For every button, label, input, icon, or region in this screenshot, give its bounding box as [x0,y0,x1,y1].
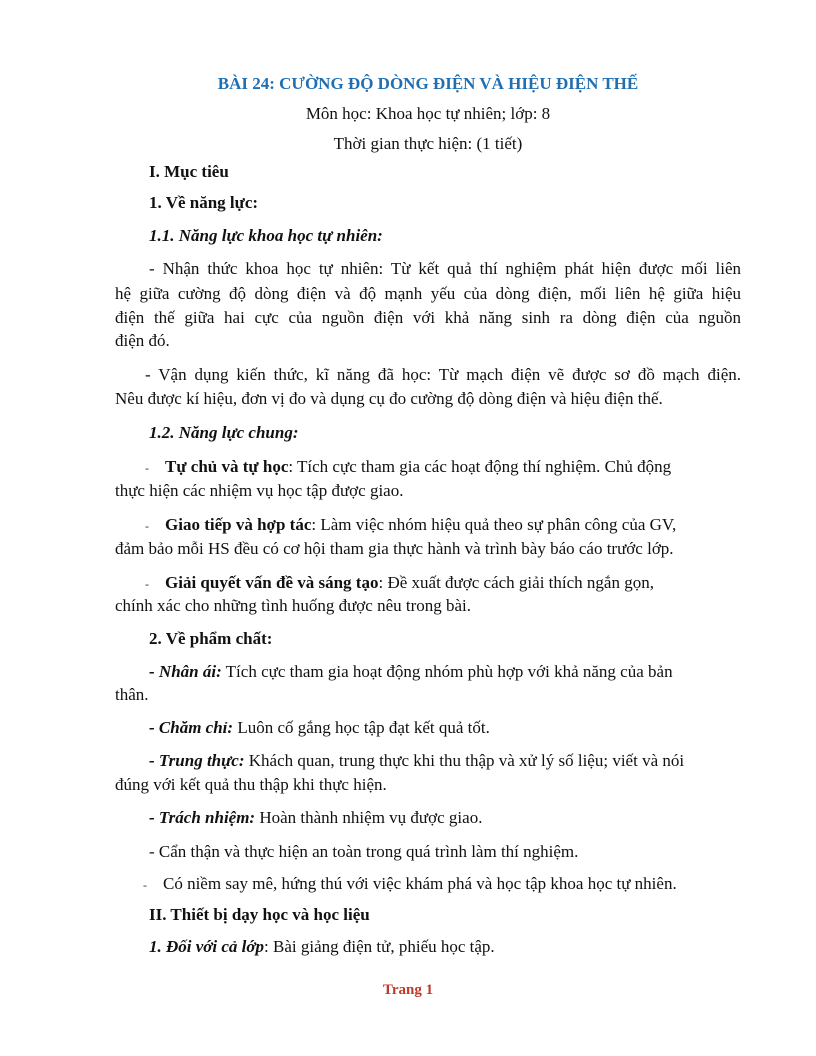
paragraph-line: điện thế giữa hai cực của nguồn điện với khả năng sinh ra dòng điện của nguồn [115,308,741,327]
list-item [149,716,775,740]
page-number: Trang 1 [382,982,434,998]
dash-bullet: - [145,577,149,591]
section-heading: II. Thiết bị dạy học và học liệu [149,905,370,924]
list-item [149,935,775,959]
paragraph-line: đảm bảo mỗi HS đều có cơ hội tham gia thực hành và trình bày báo cáo trước lớp. [115,539,674,558]
dash-bullet: - [145,519,149,533]
list-item [145,571,741,596]
list-item-text: : Đề xuất được cách giải thích ngắn gọn, [378,573,654,592]
subsection-heading: 1.1. Năng lực khoa học tự nhiên: [149,226,383,245]
paragraph-line: đúng với kết quả thu thập khi thực hiện. [115,775,387,794]
quality-label: - Chăm chỉ: [149,718,234,737]
subsection-heading: 2. Về phẩm chất: [149,629,273,648]
list-item: - Cẩn thận và thực hiện an toàn trong quá trình làm thí nghiệm. [149,842,579,861]
list-item-text: Luôn cố gắng học tập đạt kết quả tốt. [233,718,490,737]
subsection-heading: 1. Về năng lực: [149,193,259,212]
quality-label: - Trách nhiệm: [149,808,256,827]
list-item [149,749,775,773]
dash-bullet: - [145,461,149,475]
paragraph-line: - Vận dụng kiến thức, kĩ năng đã học: Từ mạch điện vẽ được sơ đồ mạch điện. [145,365,741,384]
competency-label: Tự chủ và tự học [165,457,289,476]
list-item [149,660,775,684]
paragraph-line: điện đó. [115,331,170,350]
subject-line: Môn học: Khoa học tự nhiên; lớp: 8 [305,104,551,123]
list-item-text: Có niềm say mê, hứng thú với việc khám phá và học tập khoa học tự nhiên. [163,874,677,893]
paragraph-line: - Nhận thức khoa học tự nhiên: Từ kết quả thí nghiệm phát hiện được mối liên [149,259,741,278]
competency-label: Giải quyết vấn đề và sáng tạo [165,573,379,592]
list-item-text: Khách quan, trung thực khi thu thập và xử lý số liệu; viết và nói [244,751,685,770]
competency-label: Giao tiếp và hợp tác [165,515,312,534]
quality-label: - Nhân ái: [149,662,222,681]
list-item [149,806,775,830]
list-item-text: Tích cực tham gia hoạt động nhóm phù hợp với khả năng của bản [221,662,673,681]
list-item [145,513,741,538]
paragraph-line: thực hiện các nhiệm vụ học tập được giao. [115,481,404,500]
list-item-text: : Bài giảng điện tử, phiếu học tập. [264,937,495,956]
lesson-title: BÀI 24: CƯỜNG ĐỘ DÒNG ĐIỆN VÀ HIỆU ĐIỆN THẾ [217,74,639,93]
list-item-text: Hoàn thành nhiệm vụ được giao. [255,808,483,827]
list-item-text: : Tích cực tham gia các hoạt động thí nghiệm. Chủ động [288,457,672,476]
paragraph-line: chính xác cho những tình huống được nêu trong bài. [115,596,472,615]
subsection-label: 1. Đối với cả lớp [149,937,265,956]
list-item [145,455,741,480]
paragraph-line: Nêu được kí hiệu, đơn vị đo và dụng cụ đo cường độ dòng điện và hiệu điện thế. [115,389,663,408]
duration-line: Thời gian thực hiện: (1 tiết) [333,134,523,153]
paragraph-line: hệ giữa cường độ dòng điện và độ mạnh yếu của dòng điện, mối liên hệ giữa hiệu [115,284,741,303]
subsection-heading: 1.2. Năng lực chung: [149,423,299,442]
dash-bullet: - [143,878,147,892]
section-heading: I. Mục tiêu [149,162,229,181]
list-item [143,872,769,897]
paragraph-line: thân. [115,685,149,704]
quality-label: - Trung thực: [149,751,245,770]
list-item-text: : Làm việc nhóm hiệu quả theo sự phân công của GV, [311,515,677,534]
